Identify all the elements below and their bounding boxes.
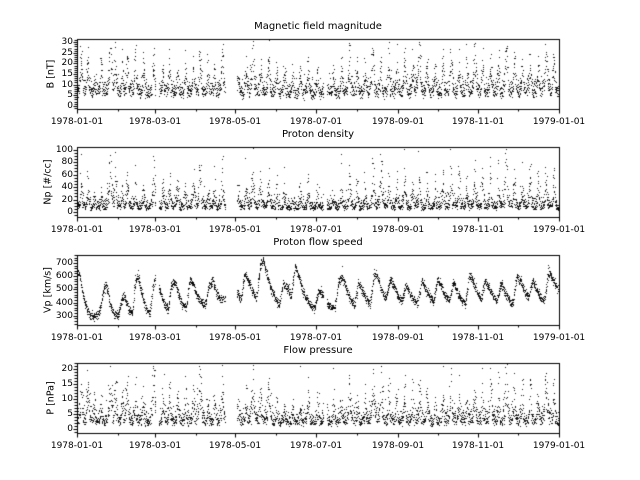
x-tick-label: 1978-07-01 (289, 117, 343, 127)
x-tick-label: 1978-03-01 (128, 225, 182, 235)
x-tick-label: 1978-05-01 (208, 225, 262, 235)
y-tick-label: 10 (61, 394, 73, 404)
x-tick-label: 1978-11-01 (451, 117, 505, 127)
y-tick-label: 700 (55, 258, 73, 268)
x-tick-label: 1979-01-01 (532, 441, 586, 451)
y-tick-label: 15 (61, 379, 73, 389)
y-tick-label: 0 (67, 101, 73, 111)
y-tick-label: 5 (67, 90, 73, 100)
x-tick-label: 1979-01-01 (532, 333, 586, 343)
x-tick-label: 1978-07-01 (289, 225, 343, 235)
x-tick-label: 1978-01-01 (50, 441, 104, 451)
y-axis-label-vp: Vp [km/s] (42, 267, 54, 313)
x-tick-label: 1978-11-01 (451, 441, 505, 451)
panel-title-flow-pressure: Flow pressure (283, 345, 353, 356)
y-tick-label: 0 (67, 207, 73, 217)
y-tick-label: 100 (55, 145, 73, 155)
x-tick-label: 1978-03-01 (128, 333, 182, 343)
y-tick-label: 30 (61, 37, 73, 47)
y-axis-label-p: P [nPa] (45, 381, 57, 415)
y-tick-label: 400 (55, 298, 73, 308)
panel-title-magnetic-field: Magnetic field magnitude (254, 21, 382, 32)
x-tick-label: 1978-11-01 (451, 225, 505, 235)
y-tick-label: 10 (61, 80, 73, 90)
y-tick-label: 25 (61, 48, 73, 58)
x-tick-label: 1978-11-01 (451, 333, 505, 343)
y-tick-label: 15 (61, 69, 73, 79)
y-tick-label: 0 (67, 424, 73, 434)
y-axis-label-b: B [nT] (45, 59, 57, 89)
x-tick-label: 1978-09-01 (371, 117, 425, 127)
panel-title-proton-density: Proton density (281, 129, 355, 140)
y-tick-label: 600 (55, 271, 73, 281)
x-tick-label: 1978-01-01 (50, 117, 104, 127)
x-tick-label: 1978-05-01 (208, 333, 262, 343)
y-tick-label: 40 (61, 182, 73, 192)
y-tick-label: 60 (61, 170, 73, 180)
x-tick-label: 1978-05-01 (208, 441, 262, 451)
y-tick-label: 20 (61, 195, 73, 205)
y-tick-label: 500 (55, 284, 73, 294)
y-tick-label: 20 (61, 364, 73, 374)
x-tick-label: 1978-01-01 (50, 225, 104, 235)
x-tick-label: 1978-03-01 (128, 117, 182, 127)
x-tick-label: 1979-01-01 (532, 117, 586, 127)
x-tick-label: 1978-05-01 (208, 117, 262, 127)
y-axis-label-np: Np [#/cc] (42, 159, 54, 205)
x-tick-label: 1978-01-01 (50, 333, 104, 343)
x-tick-label: 1978-09-01 (371, 333, 425, 343)
x-tick-label: 1978-09-01 (371, 441, 425, 451)
x-tick-label: 1978-07-01 (289, 333, 343, 343)
y-tick-label: 80 (61, 157, 73, 167)
y-tick-label: 300 (55, 311, 73, 321)
x-tick-label: 1978-09-01 (371, 225, 425, 235)
y-tick-label: 20 (61, 58, 73, 68)
x-tick-label: 1978-03-01 (128, 441, 182, 451)
panel-title-proton-flow-speed: Proton flow speed (273, 237, 363, 248)
x-tick-label: 1978-07-01 (289, 441, 343, 451)
x-tick-label: 1979-01-01 (532, 225, 586, 235)
y-tick-label: 5 (67, 409, 73, 419)
